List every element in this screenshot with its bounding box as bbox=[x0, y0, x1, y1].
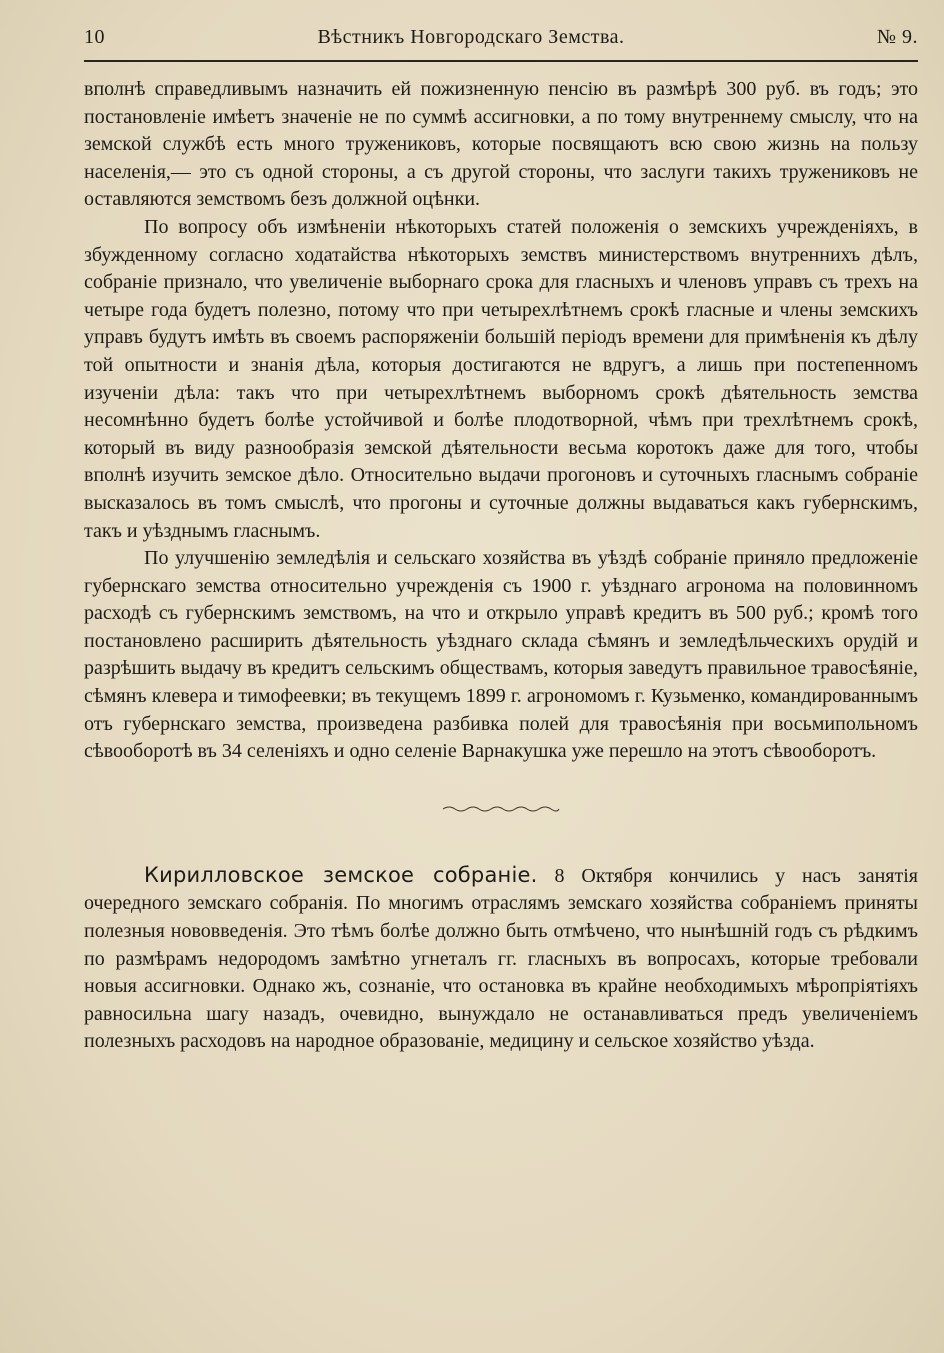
header-rule bbox=[84, 60, 918, 62]
issue-number: № 9. bbox=[876, 26, 918, 48]
section-text: 8 Октября кончились у насъ занятія очередного земскаго собранія. По многимъ отраслямъ земскаго хозяйства собраніемъ приняты полезныя нововведенія. Это тѣмъ болѣе должно быть отмѣчено, что нынѣшній годъ съ рѣдкимъ по размѣрамъ недородомъ замѣтно угнеталъ гг. гласныхъ въ вопросахъ, которые требовали новыя ассигновки. Однако жъ, сознаніе, что остановка въ крайне необходимыхъ мѣропріятіяхъ равносильна шагу назадъ, очевидно, вынуждало не останавливаться предъ увеличеніемъ полезныхъ расходовъ на народное образованіе, медицину и сельское хозяйство уѣзда. bbox=[84, 864, 918, 1053]
paragraph-3: По улучшенію земледѣлія и сельскаго хозяйства въ уѣздѣ собраніе приняло предложеніе губернскаго земства относительно учрежденія съ 1900 г. уѣзднаго агронома на половинномъ расходѣ съ губернскимъ земствомъ, на что и открыло управѣ кредитъ въ 500 руб.; кромѣ того постановлено расширить дѣятельность уѣзднаго склада сѣмянъ и земледѣльческихъ орудій и разрѣшить выдачу въ кредитъ сельскимъ обществамъ, которыя заведутъ правильное травосѣяніе, сѣмянъ клевера и тимофеевки; въ текущемъ 1899 г. агрономомъ г. Кузьменко, командированнымъ отъ губернскаго земства, произведена разбивка полей для травосѣянія при восьмипольномъ сѣвооборотѣ въ 34 селеніяхъ и одно селеніе Варнакушка уже перешло на этотъ сѣвооборотъ. bbox=[84, 547, 918, 763]
journal-title: Вѣстникъ Новгородскаго Земства. bbox=[317, 26, 625, 48]
paragraph-2: По вопросу объ измѣненіи нѣкоторыхъ статей положенія о земскихъ учрежденіяхъ, в збужденному согласно ходатайства нѣкоторыхъ земствъ министерствомъ внутреннихъ дѣлъ, собраніе признало, что увеличеніе выборнаго срока для гласныхъ и членовъ управъ съ трехъ на четыре года будетъ полезно, потому что при четырехлѣтнемъ срокѣ гласные и члены земскихъ управъ будутъ имѣть въ своемъ распоряженіи большій періодъ времени для примѣненія къ дѣлу той опытности и знанія дѣла, которыя достигаются не вдругъ, а лишь при постепенномъ изученіи дѣла: такъ что при четырехлѣтнемъ выборномъ срокѣ дѣятельность земства несомнѣнно будетъ болѣе устойчивой и болѣе плодотворной, чѣмъ при трехлѣтнемъ срокѣ, который въ виду разнообразія земской дѣятельности весьма коротокъ даже для того, чтобы вполнѣ изучить земское дѣло. Относительно выдачи прогоновъ и суточныхъ гласнымъ собраніе высказалось въ томъ смыслѣ, что прогоны и суточные должны выдаваться какъ губернскимъ, такъ и уѣзднымъ гласнымъ. bbox=[84, 215, 918, 542]
kirillov-section bbox=[84, 862, 918, 1056]
page-number: 10 bbox=[84, 26, 105, 48]
running-header bbox=[84, 26, 918, 56]
paragraph-1: вполнѣ справедливымъ назначить ей пожизненную пенсію въ размѣрѣ 300 руб. въ годъ; это постановленіе имѣетъ значеніе не по суммѣ ассигновки, а по тому внутреннему смыслу, что на земской службѣ есть много тружениковъ, которые посвящаютъ всю свою жизнь на пользу населенія,— это съ одной стороны, а съ другой стороны, что заслуги такихъ тружениковъ не оставляются земствомъ безъ должной оцѣнки. bbox=[84, 78, 918, 211]
article-body bbox=[84, 76, 918, 766]
section-divider-ornament bbox=[441, 804, 561, 814]
section-heading: Кирилловское земское собраніе. bbox=[144, 862, 538, 887]
